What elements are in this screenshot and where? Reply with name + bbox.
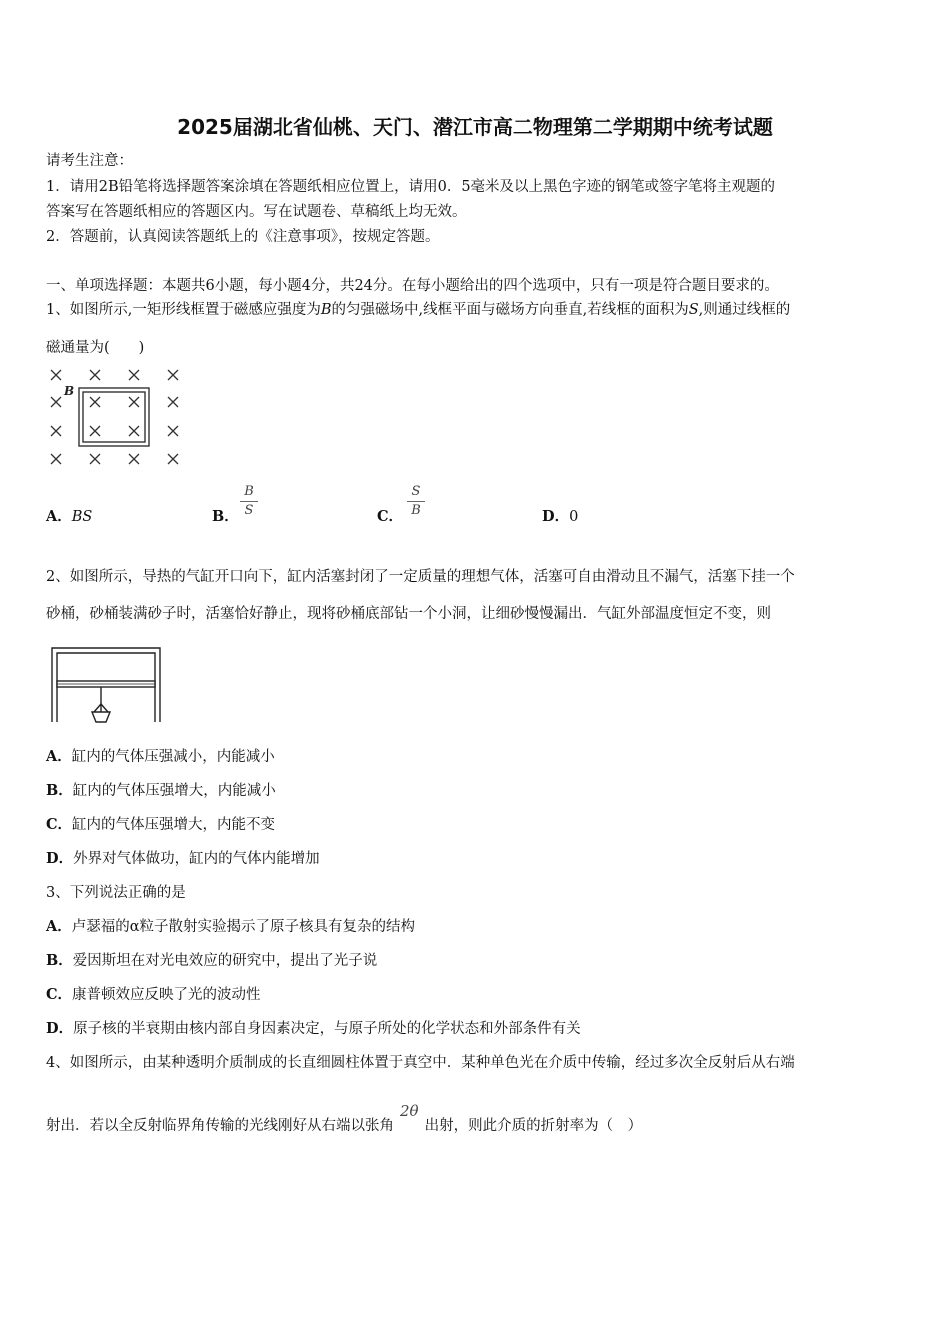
q3-option-d[interactable] bbox=[46, 1019, 581, 1039]
q2-option-c-label: C． bbox=[46, 816, 73, 833]
section-heading: 一、单项选择题：本题共6小题，每小题4分，共24分。在每小题给出的四个选项中，只有一项是符合题目要求的。 bbox=[46, 278, 779, 294]
q3-option-a-text: 卢瑟福的α粒子散射实验揭示了原子核具有复杂的结构 bbox=[71, 919, 416, 935]
q1-stem-part-b: 的匀强磁场中,线框平面与磁场方向垂直,若线框的面积为 bbox=[331, 302, 689, 318]
q1-option-b-label: B． bbox=[212, 508, 239, 525]
q3-option-b-label: B． bbox=[46, 952, 73, 969]
q1-var-s: S bbox=[688, 302, 699, 318]
q1-option-c-fraction bbox=[407, 484, 425, 518]
q2-option-d-label: D． bbox=[46, 850, 74, 867]
field-label: B bbox=[64, 384, 75, 398]
q2-option-c[interactable] bbox=[46, 815, 275, 835]
q1-option-c-denominator: B bbox=[411, 503, 421, 518]
q2-option-b[interactable] bbox=[46, 781, 276, 801]
q1-option-c-numerator: S bbox=[411, 484, 421, 499]
notice-line-2: 答案写在答题纸相应的答题区内。写在试题卷、草稿纸上均无效。 bbox=[46, 204, 467, 220]
q2-option-a-label: A． bbox=[46, 748, 72, 765]
q3-option-a-label: A． bbox=[46, 918, 72, 935]
notice-line-3: 2．答题前，认真阅读答题纸上的《注意事项》，按规定答题。 bbox=[46, 229, 440, 245]
q3-option-d-label: D． bbox=[46, 1020, 74, 1037]
q1-stem-line-1 bbox=[46, 300, 790, 320]
q2-stem-line-1: 2、如图所示，导热的气缸开口向下，缸内活塞封闭了一定质量的理想气体，活塞可自由滑动且不漏气，活塞下挂一个 bbox=[46, 569, 795, 585]
q2-option-b-label: B． bbox=[46, 782, 73, 799]
q3-stem: 3、下列说法正确的是 bbox=[46, 885, 186, 901]
q3-option-c-label: C． bbox=[46, 986, 73, 1003]
q1-option-a-value: BS bbox=[71, 509, 93, 525]
notice-heading: 请考生注意： bbox=[46, 153, 133, 169]
q1-stem-part-c: ,则通过线框的 bbox=[698, 302, 791, 318]
q1-magnetic-field-figure bbox=[44, 364, 194, 469]
q2-option-d[interactable] bbox=[46, 849, 320, 869]
q1-option-a[interactable] bbox=[46, 507, 92, 527]
q4-stem-part-a: 射出．若以全反射临界角传输的光线刚好从右端以张角 bbox=[46, 1118, 394, 1134]
notice-line-1: 1．请用2B铅笔将选择题答案涂填在答题纸相应位置上，请用0．5毫米及以上黑色字迹的钢笔或签字笔将主观题的 bbox=[46, 179, 776, 195]
q4-angle: 2θ bbox=[400, 1102, 419, 1120]
q2-option-a[interactable] bbox=[46, 747, 275, 767]
q3-option-b-text: 爱因斯坦在对光电效应的研究中，提出了光子说 bbox=[72, 953, 378, 969]
q1-option-b-numerator: B bbox=[244, 484, 254, 499]
q4-stem-part-b: 出射，则此介质的折射率为（ ） bbox=[424, 1118, 643, 1134]
q1-option-b-denominator: S bbox=[244, 503, 254, 518]
q4-stem-line-2 bbox=[46, 1102, 643, 1136]
q1-option-b-fraction bbox=[240, 484, 258, 518]
q2-option-a-text: 缸内的气体压强减小，内能减小 bbox=[71, 749, 275, 765]
q1-option-c[interactable] bbox=[377, 507, 403, 527]
q1-option-a-label: A． bbox=[46, 508, 72, 525]
q1-option-d[interactable] bbox=[542, 507, 578, 527]
q2-option-d-text: 外界对气体做功，缸内的气体内能增加 bbox=[73, 851, 320, 867]
q3-option-d-text: 原子核的半衰期由核内部自身因素决定，与原子所处的化学状态和外部条件有关 bbox=[73, 1021, 581, 1037]
page-title: 2025届湖北省仙桃、天门、潜江市高二物理第二学期期中统考试题 bbox=[177, 115, 773, 139]
q2-stem-line-2: 砂桶，砂桶装满砂子时，活塞恰好静止，现将砂桶底部钻一个小洞，让细砂慢慢漏出．气缸外部温度恒定不变，则 bbox=[46, 606, 771, 622]
q2-option-b-text: 缸内的气体压强增大，内能减小 bbox=[72, 783, 276, 799]
q3-option-c-text: 康普顿效应反映了光的波动性 bbox=[72, 987, 261, 1003]
q1-option-c-label: C． bbox=[377, 508, 404, 525]
q1-var-b: B bbox=[320, 302, 332, 318]
q3-option-b[interactable] bbox=[46, 951, 377, 971]
q3-option-a[interactable] bbox=[46, 917, 415, 937]
q3-option-c[interactable] bbox=[46, 985, 261, 1005]
q1-stem-line-2: 磁通量为( ) bbox=[46, 340, 145, 356]
q1-option-b[interactable] bbox=[212, 507, 239, 527]
q2-option-c-text: 缸内的气体压强增大，内能不变 bbox=[72, 817, 276, 833]
q4-stem-line-1: 4、如图所示，由某种透明介质制成的长直细圆柱体置于真空中．某种单色光在介质中传输，经过多次全反射后从右端 bbox=[46, 1055, 795, 1071]
q1-option-d-value: 0 bbox=[569, 509, 579, 525]
q2-cylinder-figure bbox=[48, 644, 166, 726]
q1-option-d-label: D． bbox=[542, 508, 570, 525]
q1-stem-part-a: 1、如图所示,一矩形线框置于磁感应强度为 bbox=[46, 302, 321, 318]
